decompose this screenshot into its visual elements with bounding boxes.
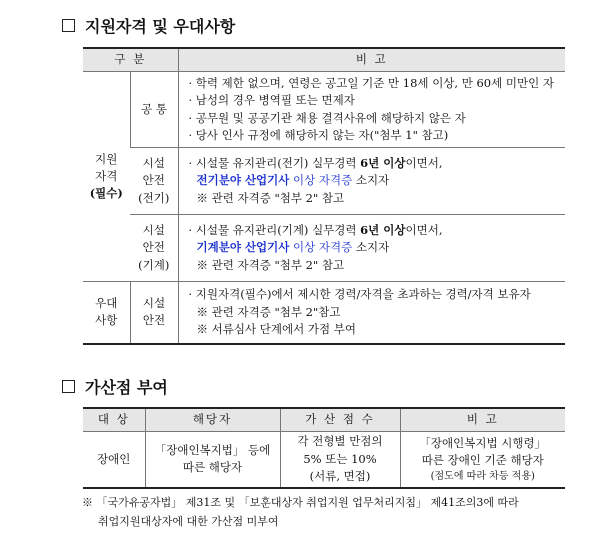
points-cell: 각 전형별 만점의 5% 또는 10% (서류, 면접) [280,432,400,488]
section1-title: 지원자격 및 우대사항 [85,17,236,36]
bonus-points-table [83,407,565,489]
footnote: ※ 「국가유공자법」 제31조 및 「보훈대상자 취업지원 업무처리지침」 제41조의3에 따라 취업지원대상자에 대한 가산점 미부여 [82,496,519,529]
section1-heading [62,14,235,37]
common-label: 공 통 [130,72,178,148]
common-items: · 학력 제한 없으며, 연령은 공고일 기준 만 18세 이상, 만 60세 미만인 자 · 남성의 경우 병역필 또는 면제자 · 공무원 및 공공기관 채용 결격사유에 해당하지 않은 자 · 당사 인사 규정에 해당하지 않는 자("첨부 1" 참고) [178,72,565,148]
header-category: 구 분 [83,48,178,72]
note-cell: 「장애인복지법 시행령」 따른 장애인 기준 해당자 (점도에 따라 차등 적용) [400,432,565,488]
section2-title: 가산점 부여 [85,378,168,397]
preferred-label: 시설 안전 [130,282,178,344]
section2-heading [62,375,168,398]
mechanical-items: · 시설물 유지관리(기계) 실무경력 6년 이상이면서, 기계분야 산업기사 이상 자격증 소지자 ※ 관련 자격증 "첨부 2" 참고 [178,215,565,282]
header-target: 대 상 [83,408,145,432]
preferred-group-cell: 우대 사항 [83,282,130,344]
header-points: 가 산 점 수 [280,408,400,432]
electric-label: 시설 안전 (전기) [130,148,178,215]
preferred-items: · 지원자격(필수)에서 제시한 경력/자격을 초과하는 경력/자격 보유자 ※ 관련 자격증 "첨부 2"참고 ※ 서류심사 단계에서 가점 부여 [178,282,565,344]
target-cell: 장애인 [83,432,145,488]
header-eligible: 해당자 [145,408,280,432]
header-remarks: 비 고 [178,48,565,72]
checkbox-icon [62,380,75,393]
electric-items: · 시설물 유지관리(전기) 실무경력 6년 이상이면서, 전기분야 산업기사 이상 자격증 소지자 ※ 관련 자격증 "첨부 2" 참고 [178,148,565,215]
qualifications-table [83,47,565,345]
checkbox-icon [62,19,75,32]
header-note: 비 고 [400,408,565,432]
eligible-cell: 「장애인복지법」 등에 따른 해당자 [145,432,280,488]
mechanical-label: 시설 안전 (기계) [130,215,178,282]
required-group-cell: 지원 자격 (필수) [83,72,130,282]
